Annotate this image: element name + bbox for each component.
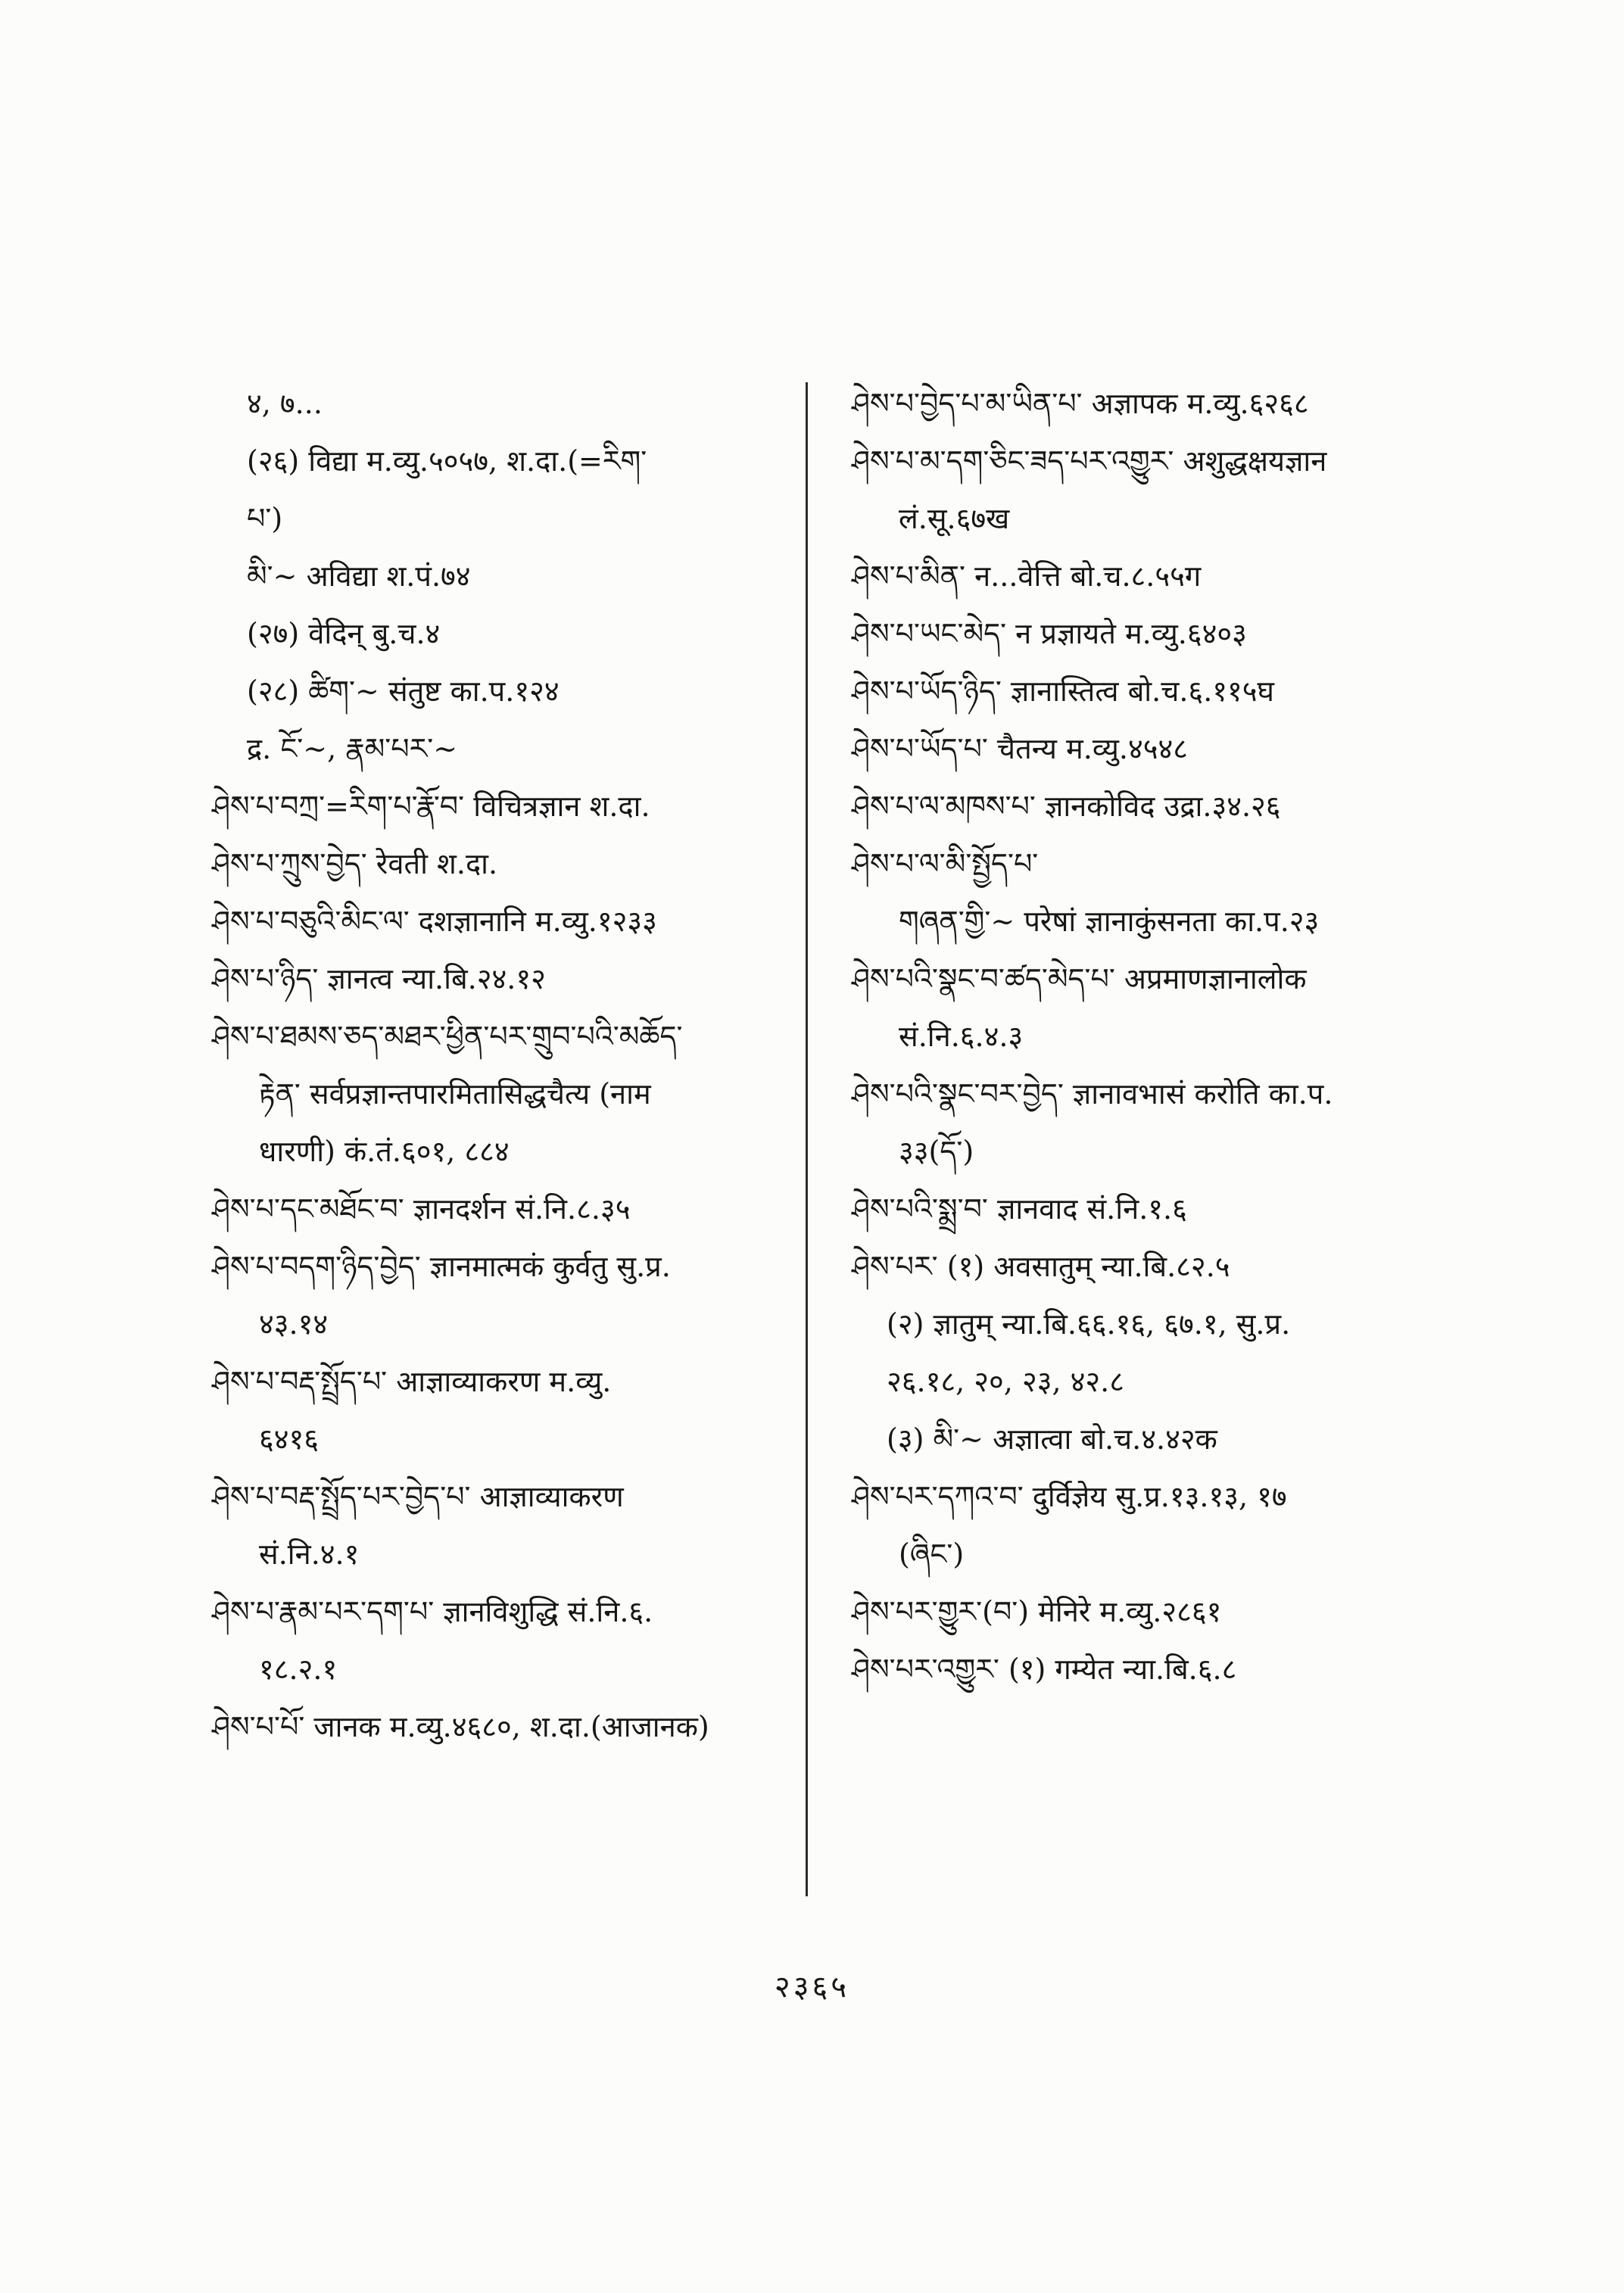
dictionary-line: ཤེས་པར་འགྱུར་ (१) गम्येत न्या.बि.६.८	[852, 1653, 1237, 1686]
dictionary-line: ཤེས་པ་ལ་མཁས་པ་ ज्ञानकोविद उद्रा.३४.२६	[852, 790, 1281, 823]
dictionary-line: ४३.१४	[259, 1307, 329, 1341]
dictionary-line: सं.नि.४.१	[259, 1537, 360, 1571]
left-column	[212, 375, 772, 1756]
dictionary-line: (२) ज्ञातुम् न्या.बि.६६.१६, ६७.१, सु.प्र.	[887, 1307, 1291, 1341]
dictionary-line: ཤེས་པར་གྱུར་(བ་) मेनिरे म.व्यु.२८६१	[852, 1595, 1222, 1628]
dictionary-line: མི་~ अविद्या श.पं.७४	[247, 559, 471, 593]
dictionary-line: ཤེས་པ་ཀྲུས་བྱེད་ रेवती श.दा.	[212, 847, 498, 880]
dictionary-line: ६४१६	[259, 1422, 320, 1456]
dictionary-line: ཤེས་པ་དང་མཐོང་བ་ ज्ञानदर्शन सं.नि.८.३५	[212, 1192, 631, 1226]
dictionary-line: ཤེས་པ་བདག་ཉིད་བྱེད་ ज्ञानमात्मकं कुर्वतु सु.प्र.	[212, 1250, 671, 1283]
dictionary-line: ཤེས་པ་རྣམ་པར་དག་པ་ ज्ञानविशुद्धि सं.नि.६.	[212, 1595, 653, 1628]
dictionary-line: གཞན་གྱི་~ परेषां ज्ञानाकुंसनता का.प.२३	[899, 905, 1320, 938]
dictionary-line: ཤེས་པ་ཐམས་ཅད་མཐར་ཕྱིན་པར་གྲུབ་པའི་མཆོད་	[212, 1020, 683, 1053]
dictionary-line: ३३(དོ་)	[899, 1135, 974, 1168]
dictionary-line: सं.नि.६.४.३	[899, 1020, 1024, 1053]
dictionary-line: རྟེན་ सर्वप्रज्ञान्तपारमितासिद्धचैत्य (नाम	[259, 1077, 651, 1111]
dictionary-line: ཤེས་པ་ཡོད་པ་ चैतन्य म.व्यु.४५४८	[852, 732, 1189, 765]
dictionary-line: ཤེས་པ་བྱེད་པ་མ་ཡིན་པ་ अज्ञापक म.व्यु.६२६८	[852, 387, 1309, 420]
dictionary-line: (२८) ཚིག་~ संतुष्ट का.प.१२४	[247, 675, 560, 708]
dictionary-line: ཤེས་པ་ཡང་མེད་ न प्रज्ञायते म.व्यु.६४०३	[852, 617, 1247, 650]
dictionary-line: ཤེས་པ་བརྡ་སྤྲོད་པ་ आज्ञाव्याकरण म.व्यु.	[212, 1365, 612, 1398]
dictionary-line: (२६) विद्या म.व्यु.५०५७, श.दा.(=རིག་	[247, 444, 647, 478]
dictionary-line: (२७) वेदिन् बु.च.४	[247, 617, 441, 650]
dictionary-line: ཤེས་པའི་སྣང་བར་བྱེད་ ज्ञानावभासं करोति का.प.	[852, 1077, 1333, 1111]
dictionary-line: ཤེས་པ་བཀྲ་=རིག་པ་རྣོ་བ་ विचित्रज्ञान श.दा.	[212, 790, 650, 823]
dictionary-line: द्र. ངོ་~, རྣམ་པར་~	[247, 732, 458, 765]
dictionary-line: ཤེས་པ་བཅུའི་མིང་ལ་ दशज्ञानानि म.व्यु.१२३३	[212, 905, 657, 938]
dictionary-line: ཤེས་པ་མ་དག་ཅིང་ཟད་པར་འགྱུར་ अशुद्धक्षयज्ञान	[852, 444, 1327, 478]
dictionary-line: धारणी) कं.तं.६०१, ८८४	[259, 1135, 510, 1168]
dictionary-line: ཤེས་པའི་སྨྲ་བ་ ज्ञानवाद सं.नि.१.६	[852, 1192, 1187, 1226]
page-number: २३६५	[774, 1970, 850, 2005]
dictionary-line: ཤེས་པའི་སྣང་བ་ཚད་མེད་པ་ अप्रमाणज्ञानालोक	[852, 962, 1307, 995]
dictionary-line: (ཞིང་)	[899, 1537, 965, 1571]
dictionary-line: (३) མི་~ अज्ञात्वा बो.च.४.४२क	[887, 1422, 1217, 1456]
dictionary-line: ཤེས་པ་ཡོད་ཉིད་ ज्ञानास्तित्व बो.च.६.११५घ	[852, 675, 1275, 708]
dictionary-line: པ་)	[247, 502, 283, 535]
dictionary-line: लं.सू.६७ख	[899, 502, 1010, 535]
dictionary-line: २६.१८, २०, २३, ४२.८	[887, 1365, 1124, 1398]
dictionary-line: ཤེས་པར་དཀའ་བ་ दुर्विज्ञेय सु.प्र.१३.१३, १७	[852, 1480, 1287, 1513]
column-divider	[806, 382, 808, 1896]
dictionary-line: ཤེས་པར་ (१) अवसातुम् न्या.बि.८२.५	[852, 1250, 1230, 1283]
dictionary-line: ཤེས་པ་མིན་ न...वेत्ति बो.च.८.५५ग	[852, 559, 1202, 593]
dictionary-line: ४, ७...	[247, 387, 323, 420]
right-column	[852, 375, 1427, 1698]
dictionary-line: १८.२.१	[259, 1653, 338, 1686]
dictionary-line: ཤེས་པ་ལ་མི་སྤྱོད་པ་	[852, 847, 1039, 880]
dictionary-line: ཤེས་པ་བརྡ་སྤྲོད་པར་བྱེད་པ་ आज्ञाव्याकरण	[212, 1480, 624, 1513]
dictionary-line: ཤེས་པ་པོ་ जानक म.व्यु.४६८०, श.दा.(आजानक)	[212, 1710, 709, 1743]
dictionary-line: ཤེས་པ་ཉིད་ ज्ञानत्व न्या.बि.२४.१२	[212, 962, 546, 995]
